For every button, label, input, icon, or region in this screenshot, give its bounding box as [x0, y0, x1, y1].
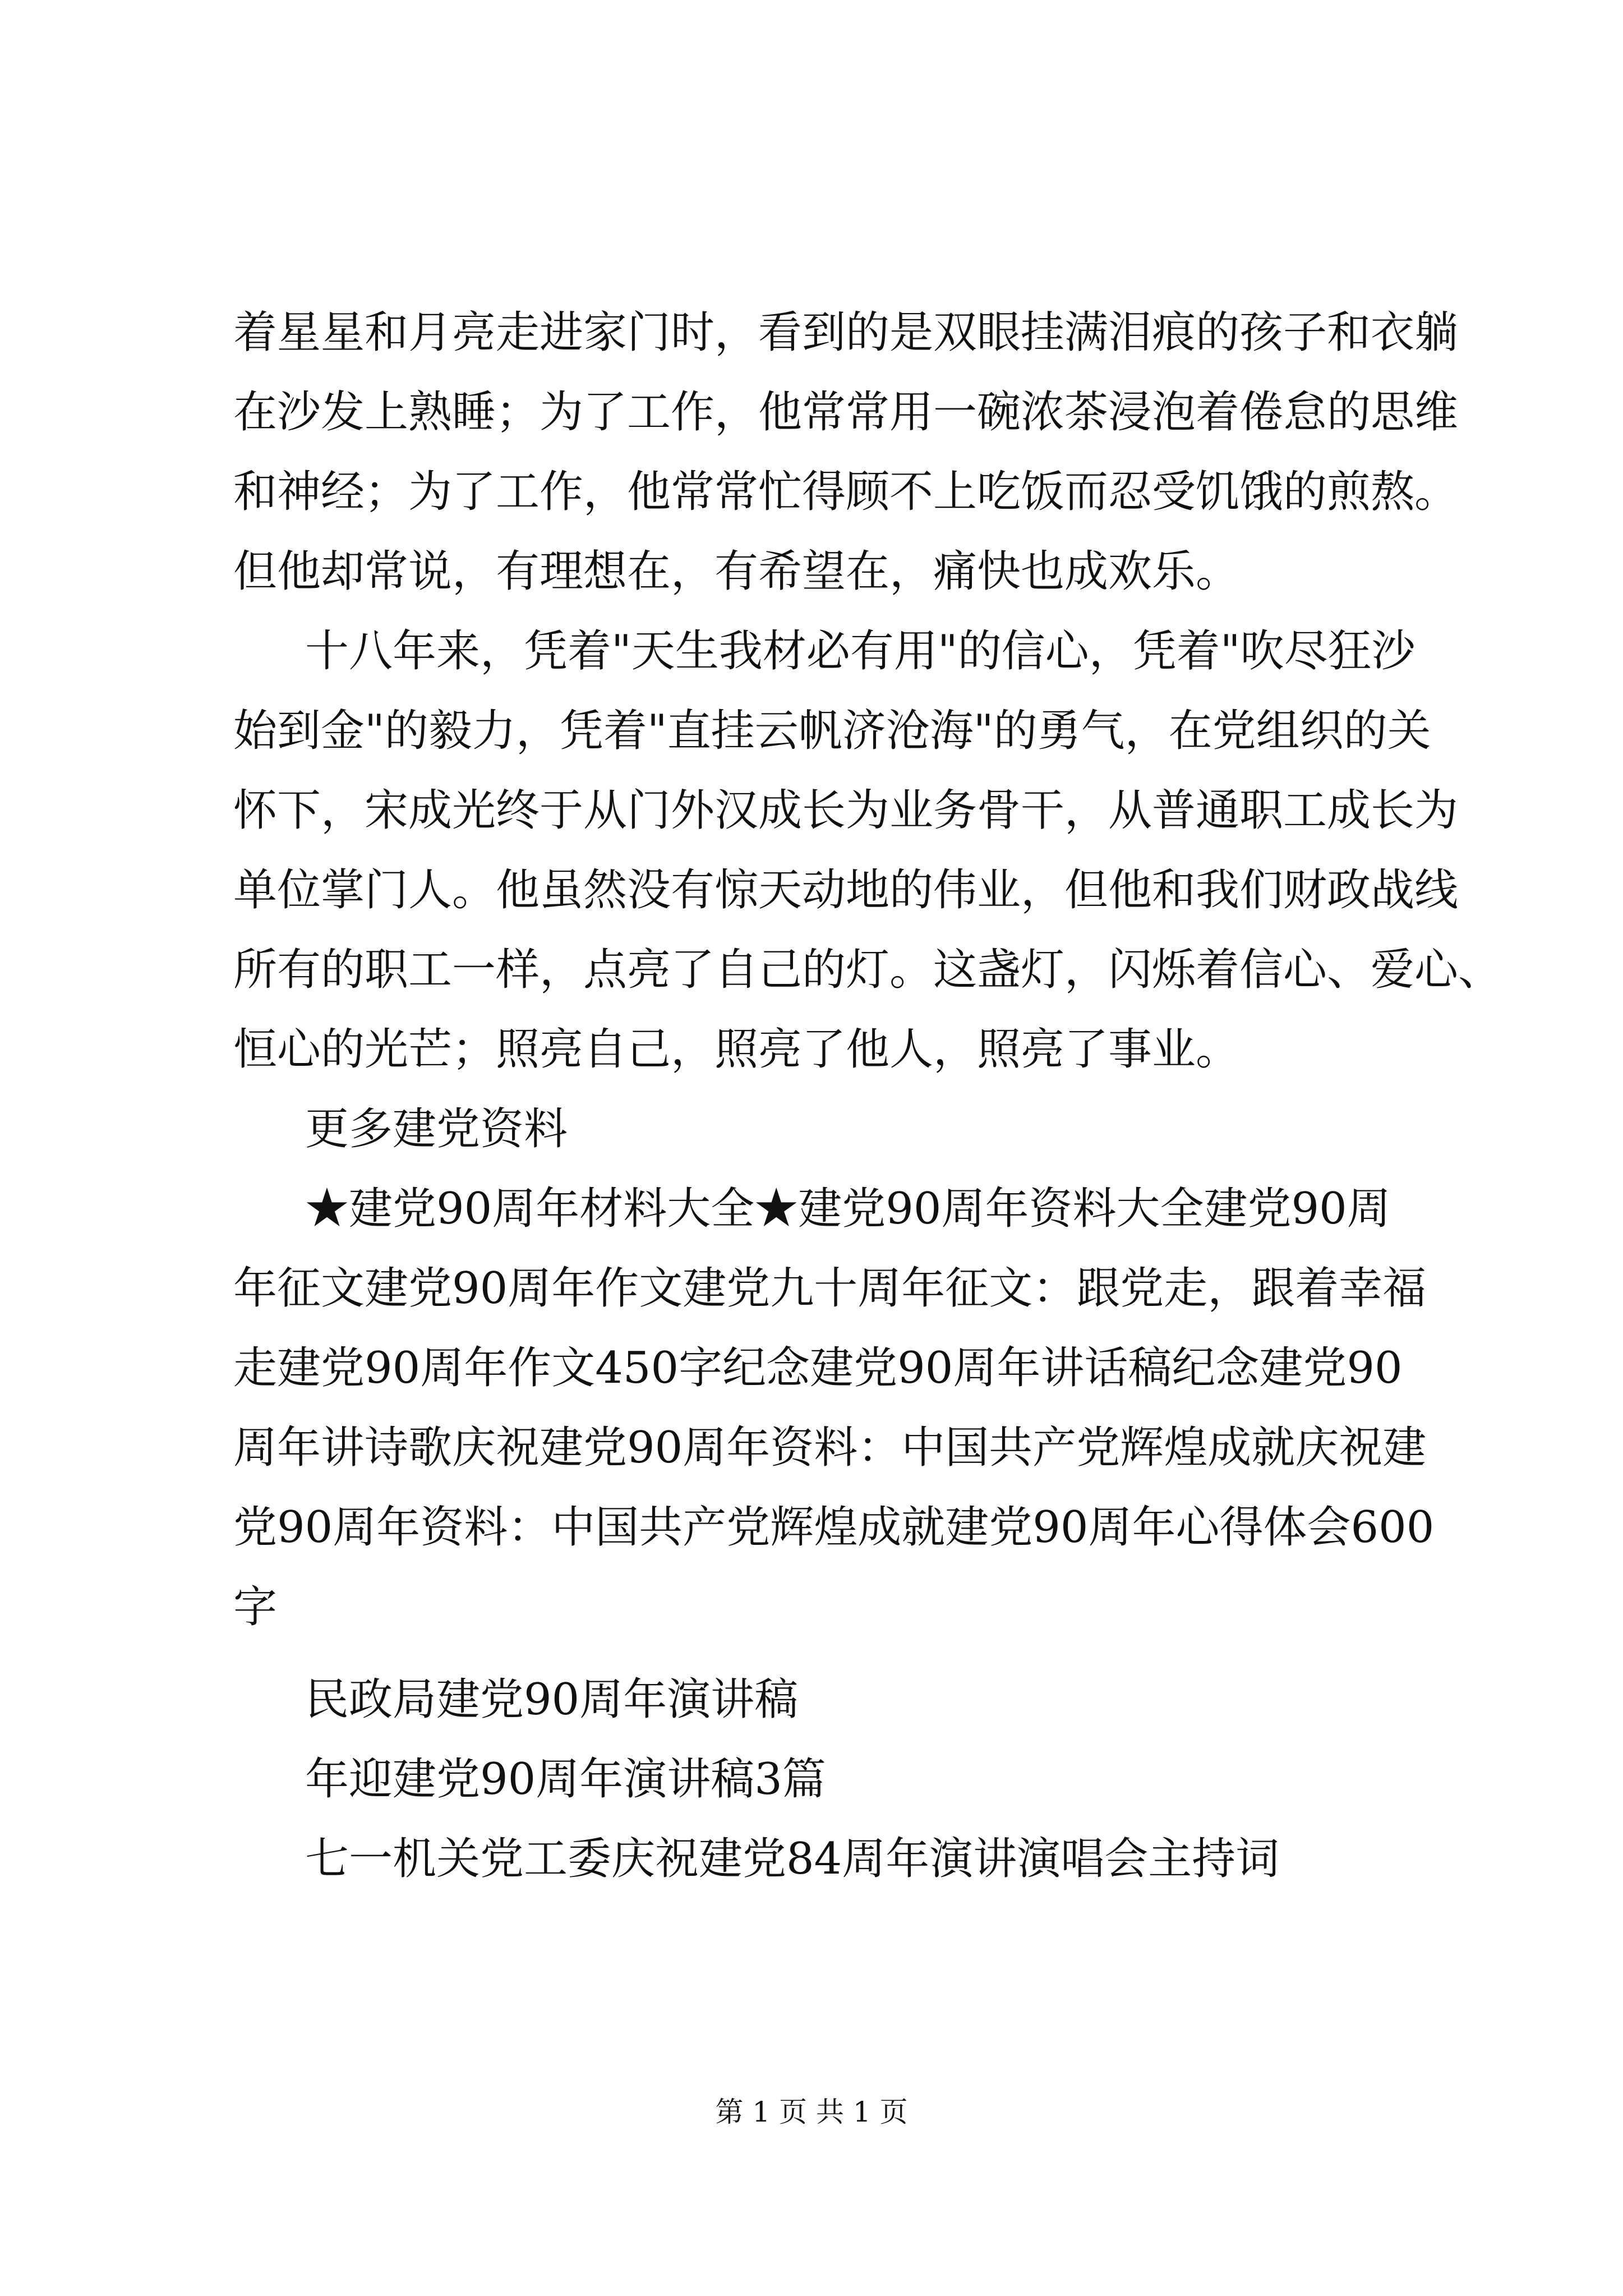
body-line-10: 恒心的光芒；照亮自己，照亮了他人，照亮了事业。 [233, 1024, 1240, 1075]
body-line-12: ★建党90周年材料大全★建党90周年资料大全建党90周 [305, 1184, 1391, 1234]
body-line-3: 和神经；为了工作，他常常忙得顾不上吃饭而忍受饥饿的煎熬。 [233, 467, 1459, 517]
body-line-13: 年征文建党90周年作文建党九十周年征文：跟党走，跟着幸福 [233, 1263, 1427, 1314]
body-line-15: 周年讲诗歌庆祝建党90周年资料：中国共产党辉煌成就庆祝建 [233, 1423, 1427, 1473]
body-line-9: 所有的职工一样，点亮了自己的灯。这盏灯，闪烁着信心、爱心、 [233, 945, 1502, 995]
body-line-6: 始到金"的毅力，凭着"直挂云帆济沧海"的勇气，在党组织的关 [233, 706, 1431, 756]
body-line-16: 党90周年资料：中国共产党辉煌成就建党90周年心得体会600 [233, 1502, 1435, 1553]
link-item-1: 民政局建党90周年演讲稿 [305, 1674, 799, 1725]
link-item-2: 年迎建党90周年演讲稿3篇 [305, 1754, 826, 1805]
body-line-2: 在沙发上熟睡；为了工作，他常常用一碗浓茶浸泡着倦怠的思维 [233, 387, 1459, 438]
body-line-7: 怀下，宋成光终于从门外汉成长为业务骨干，从普通职工成长为 [233, 785, 1459, 836]
link-item-3: 七一机关党工委庆祝建党84周年演讲演唱会主持词 [305, 1834, 1280, 1884]
body-line-4: 但他却常说，有理想在，有希望在，痛快也成欢乐。 [233, 546, 1240, 597]
body-line-1: 着星星和月亮走进家门时，看到的是双眼挂满泪痕的孩子和衣躺 [233, 307, 1459, 358]
section-heading: 更多建党资料 [305, 1104, 568, 1154]
body-line-8: 单位掌门人。他虽然没有惊天动地的伟业，但他和我们财政战线 [233, 865, 1459, 915]
body-line-17: 字 [233, 1582, 278, 1632]
page-footer: 第 1 页 共 1 页 [715, 2096, 908, 2128]
body-line-5: 十八年来，凭着"天生我材必有用"的信心，凭着"吹尽狂沙 [305, 626, 1415, 677]
body-line-14: 走建党90周年作文450字纪念建党90周年讲话稿纪念建党90 [233, 1343, 1403, 1393]
